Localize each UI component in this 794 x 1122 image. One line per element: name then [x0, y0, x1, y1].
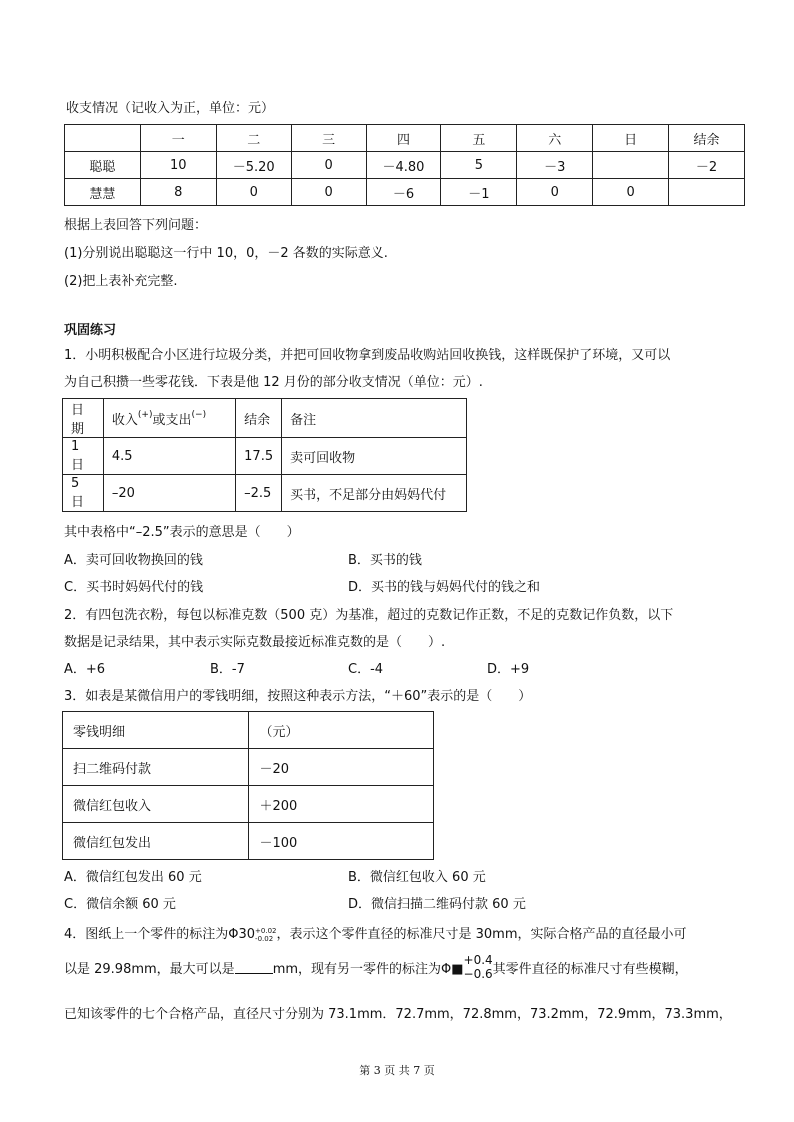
table-row: [63, 749, 434, 786]
table-row: [63, 438, 467, 475]
table-cell: –2.5: [236, 475, 282, 512]
table-cell: 0: [291, 152, 366, 179]
option-d[interactable]: D．微信扫描二维码付款 60 元: [348, 897, 526, 912]
tolerance-lower: -0.02: [255, 934, 274, 943]
problem-1-line-1: 1．小明积极配合小区进行垃圾分类，并把可回收物拿到废品收购站回收换钱，这样既保护了环境，又可以: [64, 348, 671, 363]
table-row: [63, 475, 467, 512]
header-cell: 结余: [236, 399, 282, 438]
plus-sign: (+): [137, 409, 153, 420]
problem-1-question: 其中表格中“–2.5”表示的意思是（ ）: [64, 525, 300, 540]
table-cell: 零钱明细: [63, 712, 249, 749]
header-cell: 五: [441, 125, 517, 152]
problem-2-line-1: 2．有四包洗衣粉，每包以标准克数（500 克）为基准，超过的克数记作正数，不足的克数记作负数，以下: [64, 608, 674, 623]
option-a[interactable]: A．卖可回收物换回的钱: [64, 553, 203, 568]
table-cell: －20: [249, 749, 434, 786]
table-cell: 扫二维码付款: [63, 749, 249, 786]
tolerance-lower: −0.6: [463, 967, 493, 981]
table-header-row: [63, 399, 467, 438]
table-cell: －5.20: [216, 152, 291, 179]
tolerance-upper: +0.4: [463, 953, 493, 967]
header-cell: 一: [140, 125, 216, 152]
table-cell: 8: [140, 179, 216, 206]
problem-2-line-2: 数据是记录结果，其中表示实际克数最接近标准克数的是（ ）.: [64, 635, 446, 650]
table-cell: 微信红包发出: [63, 823, 249, 860]
table-cell: [593, 152, 669, 179]
header-cell: [65, 125, 141, 152]
minus-sign: (−): [191, 409, 207, 420]
problem-1-line-2: 为自己积攒一些零花钱．下表是他 12 月份的部分收支情况（单位：元）.: [64, 375, 483, 390]
or-expense-label: 或支出: [152, 412, 192, 428]
option-b[interactable]: B．买书的钱: [348, 553, 422, 568]
wallet-table: [62, 711, 434, 860]
prompt-text: 根据上表回答下列问题：: [64, 218, 208, 233]
header-cell: 三: [291, 125, 366, 152]
answer-blank[interactable]: [235, 961, 273, 974]
table-cell: －4.80: [366, 152, 441, 179]
header-cell: 四: [366, 125, 441, 152]
problem-4-text-a: 4．图纸上一个零件的标注为Φ30: [64, 927, 256, 942]
table-cell: 0: [593, 179, 669, 206]
table-header-row: [65, 125, 745, 152]
table-cell: 慧慧: [65, 179, 141, 206]
table-row: [63, 786, 434, 823]
table-cell: 聪聪: [65, 152, 141, 179]
tolerance: [255, 927, 276, 943]
question-1: (1)分别说出聪聪这一行中 10，0，－2 各数的实际意义.: [64, 246, 388, 261]
option-c[interactable]: C．-4: [348, 662, 384, 677]
table-cell: －100: [249, 823, 434, 860]
header-cell: 结余: [669, 125, 745, 152]
option-b[interactable]: B．-7: [210, 662, 245, 677]
table-cell: –20: [103, 475, 235, 512]
table-cell: 5: [441, 152, 517, 179]
income-table: [64, 124, 745, 206]
header-cell: 六: [517, 125, 593, 152]
table-cell: －1: [441, 179, 517, 206]
section-title: 巩固练习: [64, 323, 117, 338]
table-row: [65, 152, 745, 179]
problem-4-text-b: ，表示这个零件直径的标准尺寸是 30mm，实际合格产品的直径最小可: [276, 927, 687, 942]
table-cell: －2: [669, 152, 745, 179]
table-row: [65, 179, 745, 206]
table-cell: 卖可回收物: [282, 438, 467, 475]
table-cell: 微信红包收入: [63, 786, 249, 823]
table-cell: ＋200: [249, 786, 434, 823]
question-2: (2)把上表补充完整.: [64, 274, 178, 289]
problem-4-text-e: 其零件直径的标准尺寸有些模糊，: [492, 961, 688, 977]
header-cell: 日: [593, 125, 669, 152]
problem-4-text-d: mm，现有另一零件的标注为Φ■: [272, 961, 464, 977]
option-d[interactable]: D．+9: [487, 662, 530, 677]
option-a[interactable]: A．+6: [64, 662, 106, 677]
option-d[interactable]: D．买书的钱与妈妈代付的钱之和: [348, 580, 541, 595]
table-cell: 17.5: [236, 438, 282, 475]
header-cell: [103, 399, 235, 438]
table-cell: 4.5: [103, 438, 235, 475]
problem-3-line-1: 3．如表是某微信用户的零钱明细，按照这种表示方法，“＋60”表示的是（ ）: [64, 689, 532, 704]
tolerance-stack: [464, 953, 493, 981]
problem-4-line-3: 已知该零件的七个合格产品，直径尺寸分别为 73.1mm．72.7mm，72.8mm，73.2mm，72.9mm，73.3mm，: [64, 1007, 732, 1022]
header-cell: 备注: [282, 399, 467, 438]
table-cell: －3: [517, 152, 593, 179]
table-cell: （元）: [249, 712, 434, 749]
table-cell: 0: [216, 179, 291, 206]
option-c[interactable]: C．买书时妈妈代付的钱: [64, 580, 204, 595]
table-cell: －6: [366, 179, 441, 206]
table-cell: 0: [291, 179, 366, 206]
option-c[interactable]: C．微信余额 60 元: [64, 897, 176, 912]
expense-table: [62, 398, 467, 512]
tolerance-upper: +0.02: [255, 926, 277, 935]
problem-4-line-1: [64, 923, 687, 943]
table-cell: 1 日: [63, 438, 104, 475]
table-cell: 10: [140, 152, 216, 179]
problem-4-text-c: 以是 29.98mm，最大可以是: [64, 961, 235, 977]
option-a[interactable]: A．微信红包发出 60 元: [64, 870, 202, 885]
table-cell: 0: [517, 179, 593, 206]
table-row: [63, 712, 434, 749]
page-footer: 第 3 页 共 7 页: [359, 1064, 435, 1077]
income-label: 收入: [111, 412, 138, 428]
table-cell: 5 日: [63, 475, 104, 512]
table-row: [63, 823, 434, 860]
table-cell: 买书，不足部分由妈妈代付: [282, 475, 467, 512]
problem-4-line-2: [64, 949, 688, 985]
header-cell: 二: [216, 125, 291, 152]
table-cell: [669, 179, 745, 206]
table-caption: 收支情况（记收入为正，单位：元）: [66, 101, 275, 116]
option-b[interactable]: B．微信红包收入 60 元: [348, 870, 486, 885]
header-cell: 日期: [63, 399, 104, 438]
